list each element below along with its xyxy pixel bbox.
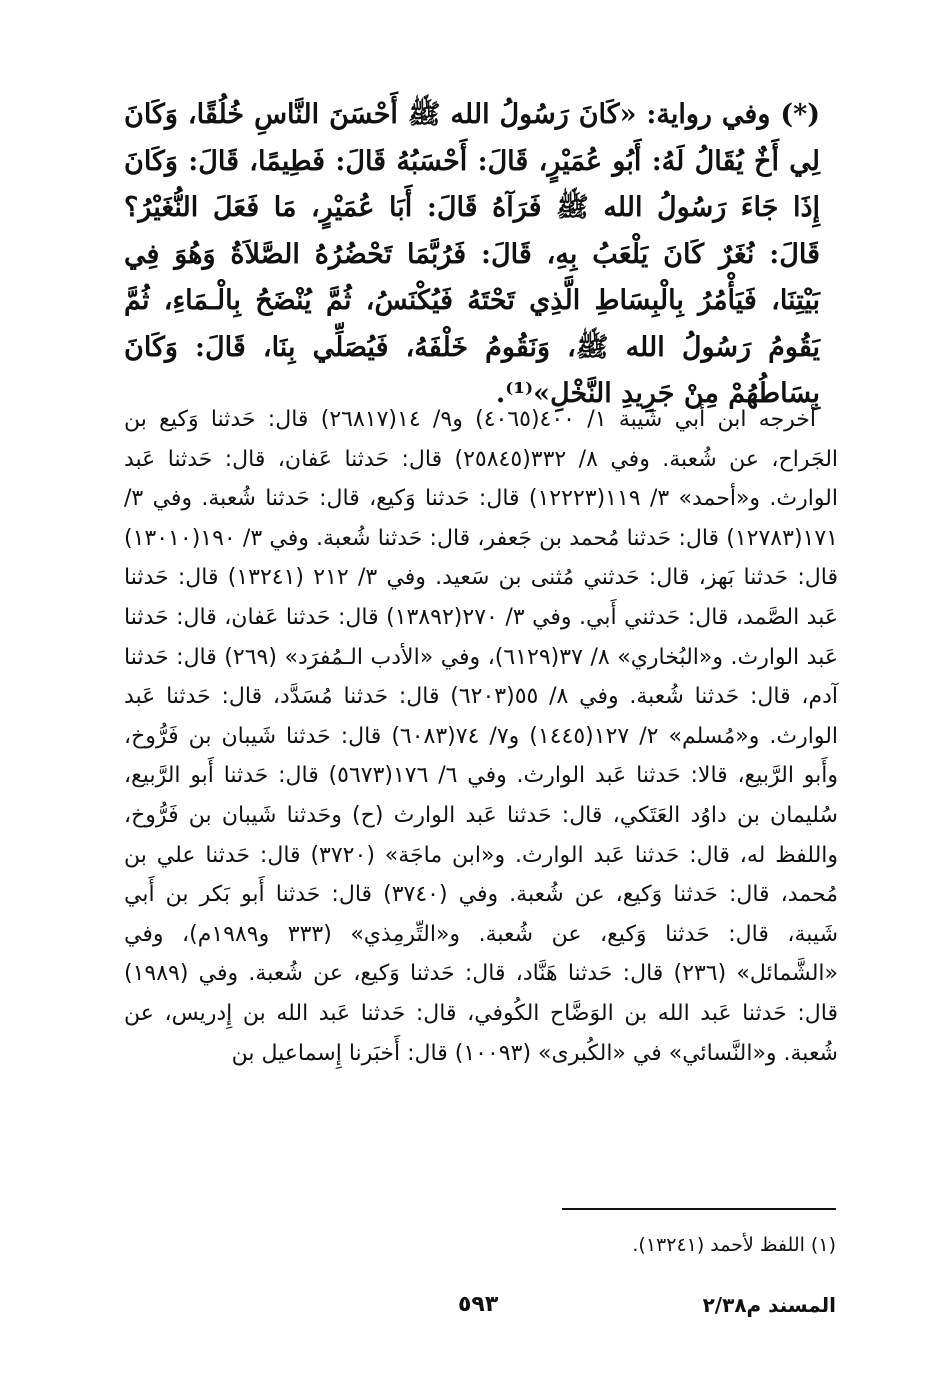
footnote [124,1230,836,1260]
hadith-paragraph [124,92,820,418]
page-footer [124,1290,836,1324]
footnote-separator [562,1208,836,1210]
page-number: ٥٩٣ [458,1292,499,1317]
takhrij-paragraph [124,400,838,1073]
volume-signature: المسند م٢/٣٨ [702,1293,836,1317]
hadith-marker: (*) [780,99,820,130]
hadith-text: وفي رواية: «كَانَ رَسُولُ الله ﷺ أَحْسَنَ النَّاسِ خُلُقًا، وَكَانَ لِي أَخٌ يُقَالُ لَهُ: أَبُو عُمَيْرٍ، قَالَ: أَحْسَبُهُ قَالَ: فَطِيمًا، قَالَ: وَكَانَ إِذَا جَاءَ رَسُولُ الله ﷺ فَرَآهُ قَالَ: أَبَا عُمَيْرٍ، مَا فَعَلَ النُّغَيْرُ؟ قَالَ: نُغَرٌ كَانَ يَلْعَبُ بِهِ، قَالَ: فَرُبَّمَا تَحْضُرُهُ الصَّلاَةُ وَهُوَ فِي بَيْتِنَا، فَيَأْمُرُ بِالْبِسَاطِ الَّذِي تَحْتَهُ فَيُكْنَسُ، ثُمَّ يُنْضَحُ بِالْـمَاءِ، ثُمَّ يَقُومُ رَسُولُ الله ﷺ، وَنَقُومُ خَلْفَهُ، فَيُصَلِّي بِنَا، قَالَ: وَكَانَ بِسَاطُهُمْ مِنْ جَرِيدِ النَّخْلِ»⁽¹⁾. [124,99,820,409]
takhrij-text: أخرجه ابن أبي شَيبة ١/ ٤٠٠(٤٠٦٥) و٩/ ١٤(٢٦٨١٧) قال: حَدثنا وَكيع بن الجَراح، عن شُعبة. وفي ٨/ ٣٣٢(٢٥٨٤٥) قال: حَدثنا عَفان، قال: حَدثنا عَبد الوارث. و«أحمد» ٣/ ١١٩(١٢٢٢٣) قال: حَدثنا وَكيع، قال: حَدثنا شُعبة. وفي ٣/ ١٧١(١٢٧٨٣) قال: حَدثنا مُحمد بن جَعفر، قال: حَدثنا شُعبة. وفي ٣/ ١٩٠(١٣٠١٠) قال: حَدثنا بَهز، قال: حَدثني مُثنى بن سَعيد. وفي ٣/ ٢١٢ (١٣٢٤١) قال: حَدثنا عَبد الصَّمد، قال: حَدثني أَبي. وفي ٣/ ٢٧٠(١٣٨٩٢) قال: حَدثنا عَفان، قال: حَدثنا عَبد الوارث. و«البُخاري» ٨/ ٣٧(٦١٢٩)، وفي «الأدب الـمُفرَد» (٢٦٩) قال: حَدثنا آدم، قال: حَدثنا شُعبة. وفي ٨/ ٥٥(٦٢٠٣) قال: حَدثنا مُسَدَّد، قال: حَدثنا عَبد الوارث. و«مُسلم» ٢/ ١٢٧(١٤٤٥) و٧/ ٧٤(٦٠٨٣) قال: حَدثنا شَيبان بن فَرُّوخ، وأَبو الرَّبيع، قالا: حَدثنا عَبد الوارث. وفي ٦/ ١٧٦(٥٦٧٣) قال: حَدثنا أَبو الرَّبيع، سُليمان بن داوُد العَتَكي، قال: حَدثنا عَبد الوارث (ح) وحَدثنا شَيبان بن فَرُّوخ، واللفظ له، قال: حَدثنا عَبد الوارث. و«ابن ماجَة» (٣٧٢٠) قال: حَدثنا علي بن مُحمد، قال: حَدثنا وَكيع، عن شُعبة. وفي (٣٧٤٠) قال: حَدثنا أَبو بَكر بن أَبي شَيبة، قال: حَدثنا وَكيع، عن شُعبة. و«التِّرمِذي» (٣٣٣ و١٩٨٩م)، وفي «الشَّمائل» (٢٣٦) قال: حَدثنا هَنَّاد، قال: حَدثنا وَكيع، عن شُعبة. وفي (١٩٨٩) قال: حَدثنا عَبد الله بن الوَضَّاح الكُوفي، قال: حَدثنا عَبد الله بن إِدريس، عن شُعبة. و«النَّسائي» في «الكُبرى» (١٠٠٩٣) قال: أَخبَرنا إِسماعيل بن [124,407,839,1066]
footnote-text: (١) اللفظ لأحمد (١٣٢٤١). [632,1234,836,1256]
